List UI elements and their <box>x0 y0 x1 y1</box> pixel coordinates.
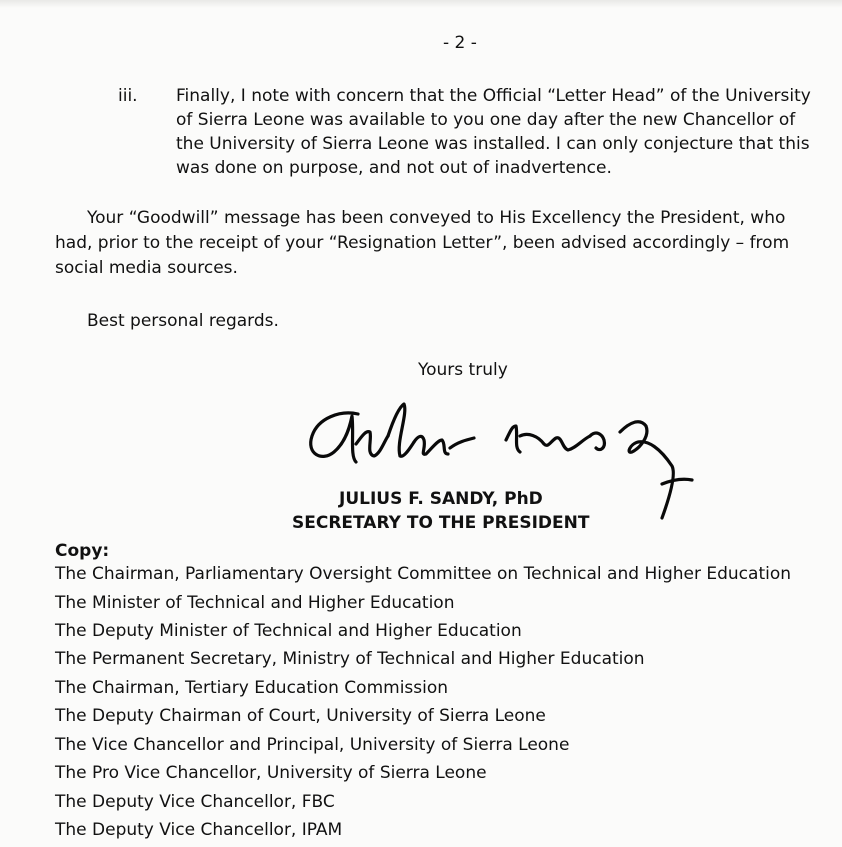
item-iii-line-2: of Sierra Leone was available to you one day after the new Chancellor of <box>176 110 796 130</box>
copy-recipient: The Deputy Vice Chancellor, IPAM <box>55 820 343 840</box>
item-iii-line-4: was done on purpose, and not out of inadvertence. <box>176 158 612 178</box>
closing-regards: Best personal regards. <box>87 311 279 331</box>
copy-recipient: The Vice Chancellor and Principal, University of Sierra Leone <box>55 735 570 755</box>
goodwill-line-2: had, prior to the receipt of your “Resignation Letter”, been advised accordingly – from <box>55 233 790 253</box>
copy-recipient: The Minister of Technical and Higher Education <box>55 593 455 613</box>
item-iii-line-3: the University of Sierra Leone was installed. I can only conjecture that this <box>176 134 810 154</box>
copy-heading: Copy: <box>55 541 110 561</box>
goodwill-line-1: Your “Goodwill” message has been conveyed to His Excellency the President, who <box>87 208 786 228</box>
page-edge-shadow <box>0 0 842 8</box>
copy-recipient: The Permanent Secretary, Ministry of Technical and Higher Education <box>55 649 645 669</box>
signatory-name: JULIUS F. SANDY, PhD <box>339 489 543 509</box>
item-iii-line-1: Finally, I note with concern that the Official “Letter Head” of the University <box>176 86 811 106</box>
copy-recipient: The Chairman, Parliamentary Oversight Committee on Technical and Higher Education <box>55 564 792 584</box>
page-number: - 2 - <box>443 33 477 53</box>
copy-recipient: The Pro Vice Chancellor, University of Sierra Leone <box>55 763 487 783</box>
signatory-title: SECRETARY TO THE PRESIDENT <box>292 513 590 533</box>
copy-recipient: The Deputy Vice Chancellor, FBC <box>55 792 335 812</box>
item-marker-iii: iii. <box>118 86 138 106</box>
copy-recipient: The Chairman, Tertiary Education Commission <box>55 678 449 698</box>
goodwill-line-3: social media sources. <box>55 258 238 278</box>
copy-recipient: The Deputy Minister of Technical and Higher Education <box>55 621 522 641</box>
copy-recipient: The Deputy Chairman of Court, University of Sierra Leone <box>55 706 546 726</box>
valediction: Yours truly <box>418 360 508 380</box>
